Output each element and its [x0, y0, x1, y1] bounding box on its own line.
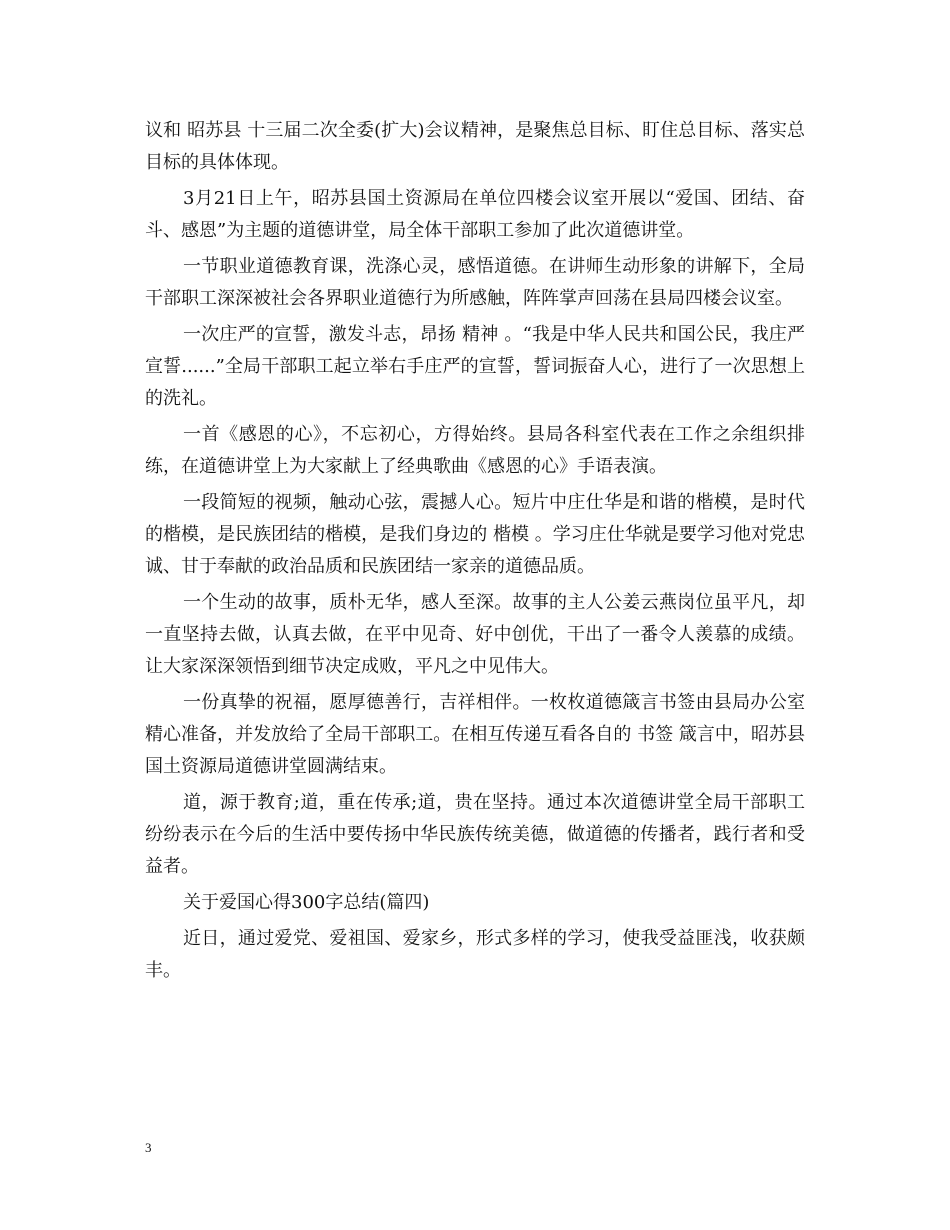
document-body [145, 115, 805, 991]
paragraph-blessing: 一份真挚的祝福，愿厚德善行，吉祥相伴。一枚枚道德箴言书签由县局办公室精心准备，并发放给了全局干部职工。在相互传递互看各自的 书签 箴言中，昭苏县国土资源局道德讲堂圆满结束。 [145, 692, 805, 777]
paragraph-continuation: 议和 昭苏县 十三届二次全委(扩大)会议精神，是聚焦总目标、盯住总目标、落实总目标的具体体现。 [145, 120, 805, 173]
paragraph-oath: 一次庄严的宣誓，激发斗志，昂扬 精神 。“我是中华人民共和国公民，我庄严宣誓......”全局干部职工起立举右手庄严的宣誓，誓词振奋人心，进行了一次思想上的洗礼。 [145, 324, 805, 409]
paragraph-video: 一段简短的视频，触动心弦，震撼人心。短片中庄仕华是和谐的楷模，是时代的楷模，是民族团结的楷模，是我们身边的 楷模 。学习庄仕华就是要学习他对党忠诚、甘于奉献的政治品质和民族团结一家亲的道德品质。 [145, 492, 805, 577]
paragraph-conclusion: 道，源于教育;道，重在传承;道，贵在坚持。通过本次道德讲堂全局干部职工纷纷表示在今后的生活中要传扬中华民族传统美德，做道德的传播者，践行者和受益者。 [145, 792, 805, 877]
paragraph-new-section: 近日，通过爱党、爱祖国、爱家乡，形式多样的学习，使我受益匪浅，收获颇丰。 [145, 928, 805, 981]
paragraph-ethics-lesson: 一节职业道德教育课，洗涤心灵，感悟道德。在讲师生动形象的讲解下，全局干部职工深深被社会各界职业道德行为所感触，阵阵掌声回荡在县局四楼会议室。 [145, 256, 805, 309]
section-heading: 关于爱国心得300字总结(篇四) [183, 892, 430, 913]
page-number: 3 [145, 1140, 152, 1155]
paragraph-event-intro: 3月21日上午，昭苏县国土资源局在单位四楼会议室开展以“爱国、团结、奋斗、感恩”为主题的道德讲堂，局全体干部职工参加了此次道德讲堂。 [145, 188, 805, 241]
paragraph-song: 一首《感恩的心》，不忘初心，方得始终。县局各科室代表在工作之余组织排练，在道德讲堂上为大家献上了经典歌曲《感恩的心》手语表演。 [145, 424, 805, 477]
paragraph-story: 一个生动的故事，质朴无华，感人至深。故事的主人公姜云燕岗位虽平凡，却一直坚持去做，认真去做，在平中见奇、好中创优，干出了一番令人羡慕的成绩。让大家深深领悟到细节决定成败，平凡之中见伟大。 [145, 592, 805, 677]
